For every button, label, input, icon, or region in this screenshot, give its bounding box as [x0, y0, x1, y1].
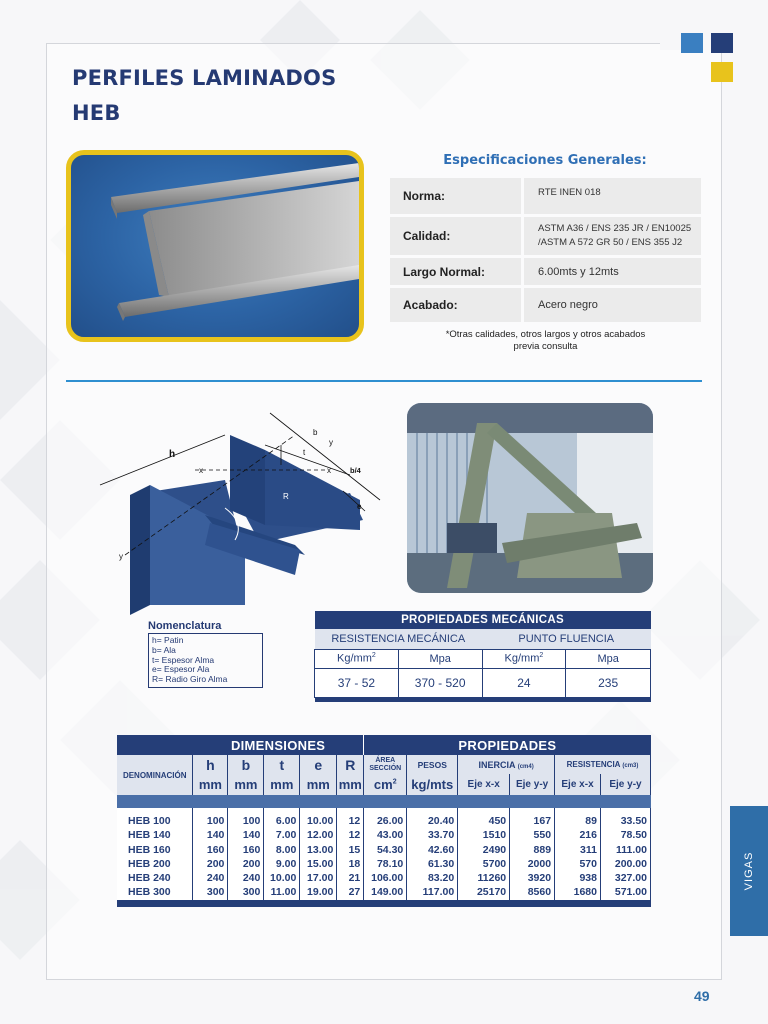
- resistencia-header: RESISTENCIA (cm3): [555, 755, 651, 774]
- table-cell: 42.60: [407, 843, 458, 857]
- mechanical-value: 37 - 52: [315, 668, 399, 697]
- accent-square-dark-blue: [711, 33, 733, 53]
- mechanical-value: 235: [566, 668, 651, 697]
- dim-unit: mm: [300, 774, 337, 795]
- table-cell: 200: [228, 857, 264, 871]
- dim-unit: mm: [337, 774, 364, 795]
- specs-note: *Otras calidades, otros largos y otros acabados previa consulta: [445, 329, 646, 352]
- table-row: [117, 871, 651, 885]
- nomenclature-item: h= Patin: [152, 635, 184, 645]
- table-cell: 78.50: [600, 828, 650, 842]
- denominacion-header: DENOMINACIÓN: [117, 755, 193, 795]
- table-cell: 160: [193, 843, 228, 857]
- label-R: R: [283, 492, 289, 501]
- dim-symbol: b: [228, 755, 264, 774]
- table-cell: 33.50: [600, 814, 650, 828]
- unit-cell: $Kg/mm^2$: [482, 649, 566, 668]
- heb-section-diagram: [95, 405, 395, 615]
- table-cell: 889: [510, 843, 555, 857]
- table-cell: 2490: [458, 843, 510, 857]
- spec-row-largo: [390, 258, 701, 285]
- table-cell: 19.00: [300, 885, 337, 899]
- table-cell: 10.00: [264, 871, 300, 885]
- nomenclature-item: R= Radio Giro Alma: [152, 674, 228, 685]
- unit-cell: $Kg/mm^2$: [315, 649, 399, 668]
- pesos-unit: kg/mts: [407, 774, 458, 795]
- mechanical-group-fluencia: PUNTO FLUENCIA: [482, 629, 650, 649]
- axis-header: Eje y-y: [510, 774, 555, 795]
- table-cell: 5700: [458, 857, 510, 871]
- nomenclature-title: Nomenclatura: [148, 620, 222, 632]
- table-cell: 140: [228, 828, 264, 842]
- table-cell: 21: [337, 871, 364, 885]
- dim-unit: mm: [193, 774, 228, 795]
- spec-value: 6.00mts y 12mts: [524, 258, 701, 285]
- page-title-line1: PERFILES LAMINADOS: [72, 66, 337, 90]
- row-denomination: HEB 200: [117, 857, 193, 871]
- table-cell: 11.00: [264, 885, 300, 899]
- table-cell: 8.00: [264, 843, 300, 857]
- dim-symbol: e: [300, 755, 337, 774]
- table-row: [117, 828, 651, 842]
- table-cell: 570: [555, 857, 601, 871]
- table-cell: 200: [193, 857, 228, 871]
- dimensions-title: DIMENSIONES: [193, 735, 364, 755]
- table-cell: 140: [193, 828, 228, 842]
- mechanical-title: PROPIEDADES MECÁNICAS: [315, 611, 651, 629]
- table-cell: 1680: [555, 885, 601, 899]
- table-cell: 167: [510, 814, 555, 828]
- table-cell: 300: [228, 885, 264, 899]
- fabrication-photo: [407, 403, 653, 593]
- table-cell: 6.00: [264, 814, 300, 828]
- label-h: h: [169, 449, 176, 460]
- accent-square-yellow: [711, 62, 733, 82]
- table-cell: 89: [555, 814, 601, 828]
- row-denomination: HEB 160: [117, 843, 193, 857]
- row-denomination: HEB 300: [117, 885, 193, 899]
- dim-symbol: R: [337, 755, 364, 774]
- table-cell: 25170: [458, 885, 510, 899]
- spec-row-calidad: [390, 217, 701, 255]
- table-cell: 18: [337, 857, 364, 871]
- spec-label: Calidad:: [390, 217, 521, 255]
- page-number: 49: [694, 988, 710, 1004]
- row-denomination: HEB 240: [117, 871, 193, 885]
- spec-value: ASTM A36 / ENS 235 JR / EN10025 /ASTM A 572 GR 50 / ENS 355 J2: [524, 217, 701, 255]
- table-row: [117, 885, 651, 899]
- spec-label: Acabado:: [390, 288, 521, 322]
- table-cell: 2000: [510, 857, 555, 871]
- spec-row-acabado: [390, 288, 701, 322]
- table-cell: 15: [337, 843, 364, 857]
- table-cell: 550: [510, 828, 555, 842]
- unit-cell: Mpa: [398, 649, 482, 668]
- unit-cell: Mpa: [566, 649, 651, 668]
- label-y-top: y: [329, 438, 333, 447]
- table-cell: 1510: [458, 828, 510, 842]
- table-cell: 450: [458, 814, 510, 828]
- inercia-header: INERCIA (cm4): [458, 755, 555, 774]
- dimensions-table: [117, 735, 651, 907]
- mechanical-value: 370 - 520: [398, 668, 482, 697]
- table-cell: 327.00: [600, 871, 650, 885]
- area-header: ÁREA SECCIÓN: [364, 755, 407, 774]
- table-cell: 27: [337, 885, 364, 899]
- label-x-left: x: [199, 466, 203, 475]
- dim-symbol: t: [264, 755, 300, 774]
- table-cell: 13.00: [300, 843, 337, 857]
- table-cell: 61.30: [407, 857, 458, 871]
- nomenclature-box: [148, 633, 263, 688]
- accent-square-light-blue: [681, 33, 703, 53]
- mechanical-properties-table: [314, 611, 651, 702]
- table-cell: 20.40: [407, 814, 458, 828]
- label-t: t: [303, 448, 306, 457]
- spec-row-norma: [390, 178, 701, 214]
- table-cell: 106.00: [364, 871, 407, 885]
- table-cell: 200.00: [600, 857, 650, 871]
- pesos-header: PESOS: [407, 755, 458, 774]
- label-b: b: [313, 428, 318, 437]
- table-cell: 26.00: [364, 814, 407, 828]
- nomenclature-item: b= Ala: [152, 644, 176, 655]
- table-cell: 117.00: [407, 885, 458, 899]
- axis-header: Eje x-x: [555, 774, 601, 795]
- spec-label: Norma:: [390, 178, 521, 214]
- mechanical-value: 24: [482, 668, 566, 697]
- label-b4: b/4: [350, 466, 361, 475]
- spec-label: Largo Normal:: [390, 258, 521, 285]
- table-cell: 54.30: [364, 843, 407, 857]
- table-cell: 33.70: [407, 828, 458, 842]
- table-cell: 8560: [510, 885, 555, 899]
- table-cell: 571.00: [600, 885, 650, 899]
- section-divider: [66, 380, 702, 382]
- dim-unit: mm: [264, 774, 300, 795]
- table-row: [117, 843, 651, 857]
- table-cell: 160: [228, 843, 264, 857]
- table-cell: 78.10: [364, 857, 407, 871]
- table-cell: 240: [228, 871, 264, 885]
- table-cell: 7.00: [264, 828, 300, 842]
- table-cell: 216: [555, 828, 601, 842]
- axis-header: Eje x-x: [458, 774, 510, 795]
- table-cell: 100: [228, 814, 264, 828]
- page-title-line2: HEB: [72, 101, 121, 125]
- dim-symbol: h: [193, 755, 228, 774]
- label-x-right: x: [327, 466, 331, 475]
- row-denomination: HEB 100: [117, 814, 193, 828]
- mechanical-group-resistencia: RESISTENCIA MECÁNICA: [315, 629, 483, 649]
- table-row: [117, 857, 651, 871]
- table-cell: 311: [555, 843, 601, 857]
- table-row: [117, 814, 651, 828]
- section-tab-vigas: VIGAS: [730, 806, 768, 936]
- spec-value: Acero negro: [524, 288, 701, 322]
- table-cell: 100: [193, 814, 228, 828]
- properties-title: PROPIEDADES: [364, 735, 651, 755]
- table-cell: 15.00: [300, 857, 337, 871]
- table-cell: 300: [193, 885, 228, 899]
- beam-photo: [66, 150, 364, 342]
- table-cell: 83.20: [407, 871, 458, 885]
- table-cell: 12.00: [300, 828, 337, 842]
- label-y-bottom: y: [119, 552, 123, 561]
- table-cell: 10.00: [300, 814, 337, 828]
- table-cell: 17.00: [300, 871, 337, 885]
- table-cell: 43.00: [364, 828, 407, 842]
- label-e: e: [357, 502, 362, 511]
- dim-unit: mm: [228, 774, 264, 795]
- table-cell: 149.00: [364, 885, 407, 899]
- row-denomination: HEB 140: [117, 828, 193, 842]
- nomenclature-item: t= Espesor Alma: [152, 654, 215, 665]
- table-cell: 9.00: [264, 857, 300, 871]
- axis-header: Eje y-y: [600, 774, 650, 795]
- nomenclature-item: e= Espesor Ala: [152, 664, 210, 675]
- table-cell: 111.00: [600, 843, 650, 857]
- table-cell: 12: [337, 828, 364, 842]
- table-cell: 11260: [458, 871, 510, 885]
- area-unit: $cm^2$: [364, 774, 407, 795]
- table-cell: 12: [337, 814, 364, 828]
- table-cell: 3920: [510, 871, 555, 885]
- specs-title: Especificaciones Generales:: [443, 153, 647, 168]
- spec-value: RTE INEN 018: [524, 178, 701, 214]
- table-cell: 240: [193, 871, 228, 885]
- table-cell: 938: [555, 871, 601, 885]
